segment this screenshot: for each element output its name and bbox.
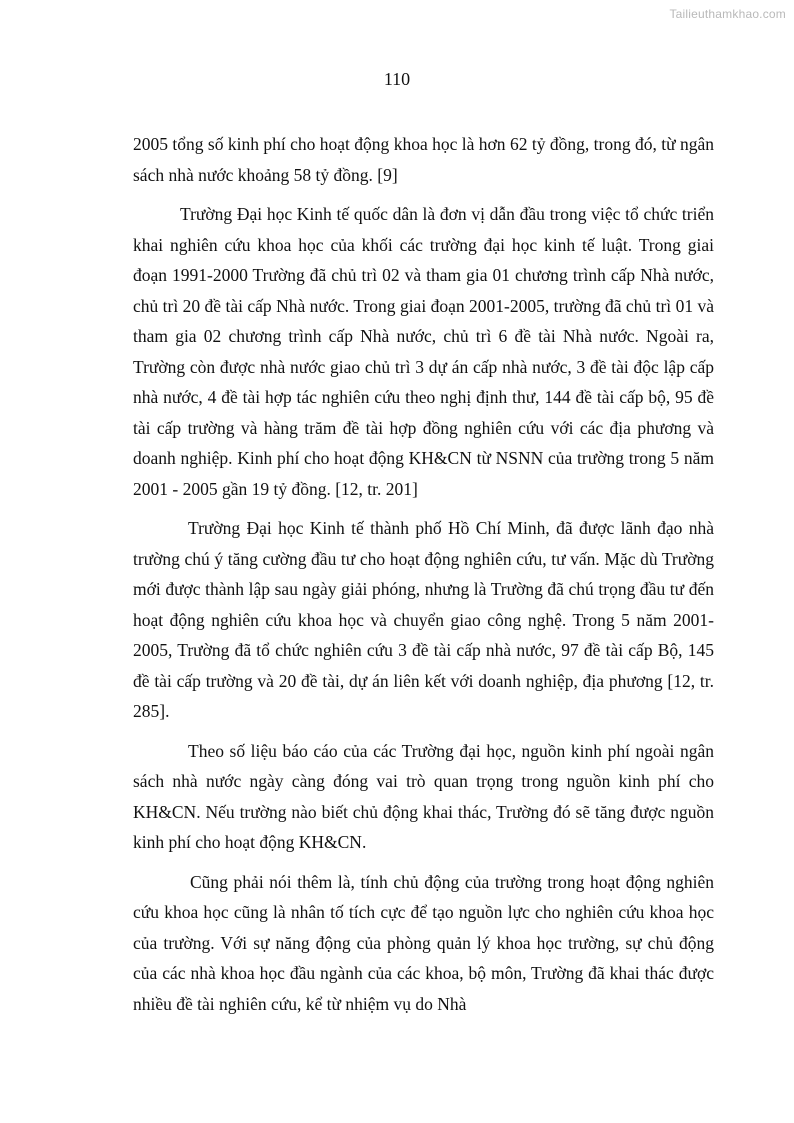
paragraph-funding-sources: Theo số liệu báo cáo của các Trường đại học, nguồn kinh phí ngoài ngân sách nhà nước ngày càng đóng vai trò quan trọng trong nguồn kinh phí cho KH&CN. Nếu trường nào biết chủ động khai thác, Trường đó sẽ tăng được nguồn kinh phí cho hoạt động KH&CN. — [133, 740, 714, 852]
paragraph-ueh: Trường Đại học Kinh tế thành phố Hồ Chí Minh, đã được lãnh đạo nhà trường chú ý tăng cường đầu tư cho hoạt động nghiên cứu, tư vấn. Mặc dù Trường mới được thành lập sau ngày giải phóng, nhưng là Trường đã chú trọng đầu tư đến hoạt động nghiên cứu khoa học và chuyển giao công nghệ. Trong 5 năm 2001-2005, Trường đã tổ chức nghiên cứu 3 đề tài cấp nhà nước, 97 đề tài cấp Bộ, 145 đề tài cấp trường và 20 đề tài, dự án liên kết với doanh nghiệp, địa phương [12, tr. 285]. — [133, 518, 714, 721]
page-number: 110 — [383, 69, 411, 89]
paragraph-neu: Trường Đại học Kinh tế quốc dân là đơn vị dẫn đầu trong việc tổ chức triển khai nghiên cứu khoa học của khối các trường đại học kinh tế luật. Trong giai đoạn 1991-2000 Trường đã chủ trì 02 và tham gia 01 chương trình cấp Nhà nước, chủ trì 20 đề tài cấp Nhà nước. Trong giai đoạn 2001-2005, trường đã chủ trì 01 và tham gia 02 chương trình cấp Nhà nước, chủ trì 6 đề tài Nhà nước. Ngoài ra, Trường còn được nhà nước giao chủ trì 3 dự án cấp nhà nước, 3 đề tài độc lập cấp nhà nước, 4 đề tài hợp tác nghiên cứu theo nghị định thư, 144 đề tài cấp bộ, 95 đề tài cấp trường và hàng trăm đề tài hợp đồng nghiên cứu với các địa phương và doanh nghiệp. Kinh phí cho hoạt động KH&CN từ NSNN của trường trong 5 năm 2001 - 2005 gần 19 tỷ đồng. [12, tr. 201] — [133, 204, 714, 499]
paragraph-continuation: 2005 tổng số kinh phí cho hoạt động khoa học là hơn 62 tỷ đồng, trong đó, từ ngân sách nhà nước khoảng 58 tỷ đồng. [9] — [133, 134, 714, 185]
document-body — [133, 129, 714, 1028]
paragraph-initiative: Cũng phải nói thêm là, tính chủ động của trường trong hoạt động nghiên cứu khoa học cũng là nhân tố tích cực để tạo nguồn lực cho nghiên cứu khoa học của trường. Với sự năng động của phòng quản lý khoa học trường, sự chủ động của các nhà khoa học đầu ngành của các khoa, bộ môn, Trường đã khai thác được nhiều đề tài nghiên cứu, kể từ nhiệm vụ do Nhà — [133, 871, 714, 1014]
watermark: Tailieuthamkhao.com — [669, 7, 786, 21]
